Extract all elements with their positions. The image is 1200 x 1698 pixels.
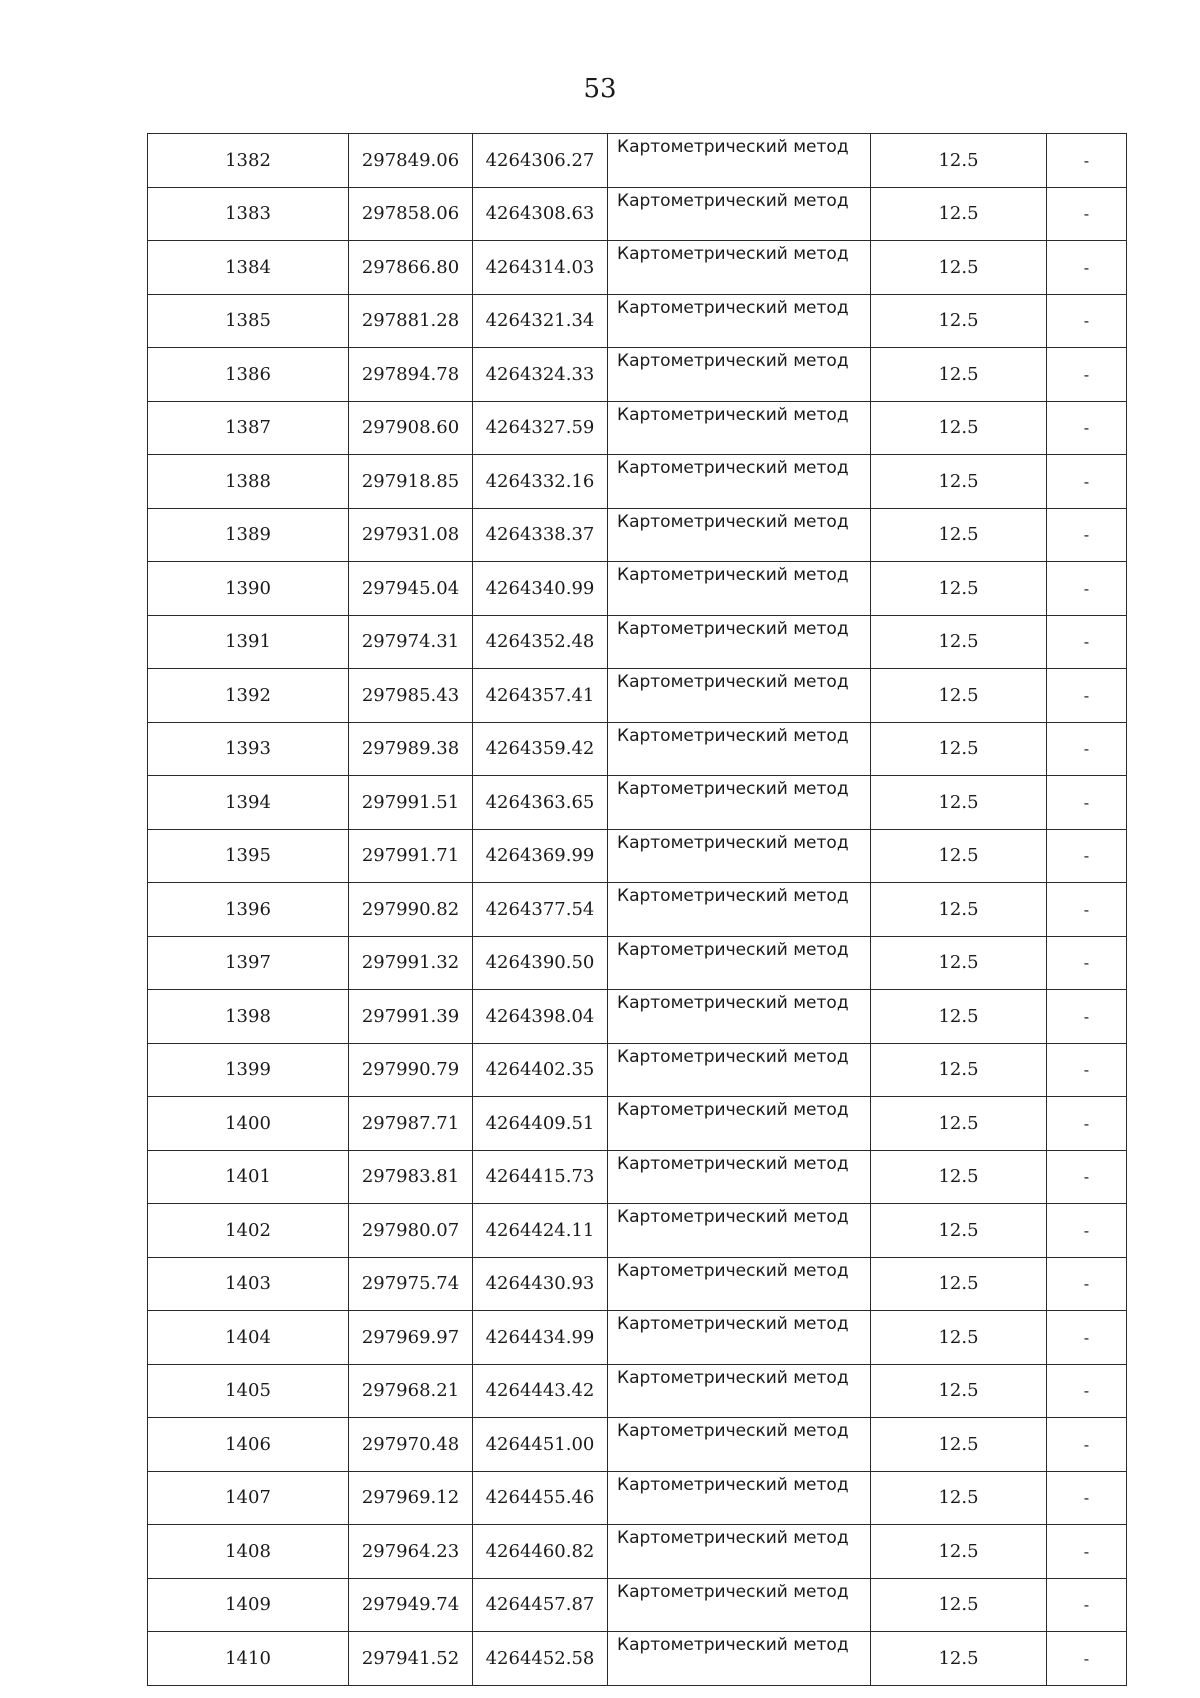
- method-cell: Картометрический метод: [608, 776, 871, 830]
- method-cell: Картометрический метод: [608, 722, 871, 776]
- accuracy-cell: 12.5: [871, 1632, 1047, 1686]
- y-coordinate-cell: 4264455.46: [473, 1471, 608, 1525]
- point-number-cell: 1384: [148, 241, 349, 295]
- table-row: [148, 134, 1127, 188]
- y-coordinate-cell: 4264402.35: [473, 1043, 608, 1097]
- method-cell: Картометрический метод: [608, 401, 871, 455]
- table-row: [148, 348, 1127, 402]
- note-cell: -: [1047, 1364, 1127, 1418]
- y-coordinate-cell: 4264363.65: [473, 776, 608, 830]
- x-coordinate-cell: 297881.28: [349, 294, 473, 348]
- method-cell: Картометрический метод: [608, 1150, 871, 1204]
- point-number-cell: 1394: [148, 776, 349, 830]
- note-cell: -: [1047, 776, 1127, 830]
- accuracy-cell: 12.5: [871, 1150, 1047, 1204]
- table-row: [148, 187, 1127, 241]
- y-coordinate-cell: 4264443.42: [473, 1364, 608, 1418]
- method-cell: Картометрический метод: [608, 936, 871, 990]
- y-coordinate-cell: 4264398.04: [473, 990, 608, 1044]
- table-row: [148, 1578, 1127, 1632]
- method-cell: Картометрический метод: [608, 1418, 871, 1472]
- table-row: [148, 1204, 1127, 1258]
- accuracy-cell: 12.5: [871, 455, 1047, 509]
- point-number-cell: 1405: [148, 1364, 349, 1418]
- table-row: [148, 722, 1127, 776]
- note-cell: -: [1047, 562, 1127, 616]
- x-coordinate-cell: 297969.12: [349, 1471, 473, 1525]
- note-cell: -: [1047, 455, 1127, 509]
- y-coordinate-cell: 4264321.34: [473, 294, 608, 348]
- y-coordinate-cell: 4264308.63: [473, 187, 608, 241]
- x-coordinate-cell: 297908.60: [349, 401, 473, 455]
- x-coordinate-cell: 297983.81: [349, 1150, 473, 1204]
- point-number-cell: 1398: [148, 990, 349, 1044]
- table-row: [148, 1471, 1127, 1525]
- point-number-cell: 1391: [148, 615, 349, 669]
- accuracy-cell: 12.5: [871, 1311, 1047, 1365]
- table-row: [148, 936, 1127, 990]
- accuracy-cell: 12.5: [871, 1097, 1047, 1151]
- note-cell: -: [1047, 1311, 1127, 1365]
- point-number-cell: 1387: [148, 401, 349, 455]
- table-row: [148, 562, 1127, 616]
- table-row: [148, 508, 1127, 562]
- point-number-cell: 1404: [148, 1311, 349, 1365]
- table-row: [148, 1257, 1127, 1311]
- point-number-cell: 1406: [148, 1418, 349, 1472]
- method-cell: Картометрический метод: [608, 241, 871, 295]
- point-number-cell: 1389: [148, 508, 349, 562]
- table-row: [148, 829, 1127, 883]
- point-number-cell: 1382: [148, 134, 349, 188]
- table-row: [148, 883, 1127, 937]
- x-coordinate-cell: 297918.85: [349, 455, 473, 509]
- method-cell: Картометрический метод: [608, 829, 871, 883]
- accuracy-cell: 12.5: [871, 348, 1047, 402]
- x-coordinate-cell: 297849.06: [349, 134, 473, 188]
- x-coordinate-cell: 297866.80: [349, 241, 473, 295]
- method-cell: Картометрический метод: [608, 1525, 871, 1579]
- note-cell: -: [1047, 401, 1127, 455]
- method-cell: Картометрический метод: [608, 669, 871, 723]
- note-cell: -: [1047, 990, 1127, 1044]
- accuracy-cell: 12.5: [871, 829, 1047, 883]
- y-coordinate-cell: 4264338.37: [473, 508, 608, 562]
- x-coordinate-cell: 297990.82: [349, 883, 473, 937]
- note-cell: -: [1047, 1418, 1127, 1472]
- method-cell: Картометрический метод: [608, 1311, 871, 1365]
- table-row: [148, 455, 1127, 509]
- y-coordinate-cell: 4264306.27: [473, 134, 608, 188]
- y-coordinate-cell: 4264430.93: [473, 1257, 608, 1311]
- y-coordinate-cell: 4264409.51: [473, 1097, 608, 1151]
- note-cell: -: [1047, 883, 1127, 937]
- method-cell: Картометрический метод: [608, 1257, 871, 1311]
- method-cell: Картометрический метод: [608, 1097, 871, 1151]
- x-coordinate-cell: 297941.52: [349, 1632, 473, 1686]
- y-coordinate-cell: 4264377.54: [473, 883, 608, 937]
- y-coordinate-cell: 4264332.16: [473, 455, 608, 509]
- y-coordinate-cell: 4264359.42: [473, 722, 608, 776]
- table-row: [148, 1364, 1127, 1418]
- note-cell: -: [1047, 1525, 1127, 1579]
- x-coordinate-cell: 297991.51: [349, 776, 473, 830]
- method-cell: Картометрический метод: [608, 562, 871, 616]
- note-cell: -: [1047, 187, 1127, 241]
- table-row: [148, 294, 1127, 348]
- accuracy-cell: 12.5: [871, 722, 1047, 776]
- point-number-cell: 1388: [148, 455, 349, 509]
- point-number-cell: 1400: [148, 1097, 349, 1151]
- method-cell: Картометрический метод: [608, 134, 871, 188]
- note-cell: -: [1047, 1578, 1127, 1632]
- accuracy-cell: 12.5: [871, 134, 1047, 188]
- accuracy-cell: 12.5: [871, 776, 1047, 830]
- accuracy-cell: 12.5: [871, 990, 1047, 1044]
- accuracy-cell: 12.5: [871, 1578, 1047, 1632]
- note-cell: -: [1047, 294, 1127, 348]
- table-row: [148, 401, 1127, 455]
- accuracy-cell: 12.5: [871, 615, 1047, 669]
- note-cell: -: [1047, 241, 1127, 295]
- table-row: [148, 1311, 1127, 1365]
- table-row: [148, 615, 1127, 669]
- x-coordinate-cell: 297989.38: [349, 722, 473, 776]
- y-coordinate-cell: 4264357.41: [473, 669, 608, 723]
- method-cell: Картометрический метод: [608, 1204, 871, 1258]
- x-coordinate-cell: 297931.08: [349, 508, 473, 562]
- x-coordinate-cell: 297974.31: [349, 615, 473, 669]
- x-coordinate-cell: 297975.74: [349, 1257, 473, 1311]
- accuracy-cell: 12.5: [871, 508, 1047, 562]
- point-number-cell: 1401: [148, 1150, 349, 1204]
- note-cell: -: [1047, 348, 1127, 402]
- y-coordinate-cell: 4264457.87: [473, 1578, 608, 1632]
- point-number-cell: 1392: [148, 669, 349, 723]
- note-cell: -: [1047, 936, 1127, 990]
- method-cell: Картометрический метод: [608, 1471, 871, 1525]
- accuracy-cell: 12.5: [871, 1364, 1047, 1418]
- y-coordinate-cell: 4264451.00: [473, 1418, 608, 1472]
- point-number-cell: 1407: [148, 1471, 349, 1525]
- note-cell: -: [1047, 1257, 1127, 1311]
- method-cell: Картометрический метод: [608, 187, 871, 241]
- method-cell: Картометрический метод: [608, 1043, 871, 1097]
- x-coordinate-cell: 297968.21: [349, 1364, 473, 1418]
- y-coordinate-cell: 4264415.73: [473, 1150, 608, 1204]
- x-coordinate-cell: 297980.07: [349, 1204, 473, 1258]
- note-cell: -: [1047, 722, 1127, 776]
- table-row: [148, 776, 1127, 830]
- accuracy-cell: 12.5: [871, 883, 1047, 937]
- page-number: 53: [583, 74, 617, 104]
- method-cell: Картометрический метод: [608, 1632, 871, 1686]
- x-coordinate-cell: 297894.78: [349, 348, 473, 402]
- y-coordinate-cell: 4264434.99: [473, 1311, 608, 1365]
- note-cell: -: [1047, 1471, 1127, 1525]
- note-cell: -: [1047, 615, 1127, 669]
- point-number-cell: 1385: [148, 294, 349, 348]
- x-coordinate-cell: 297991.39: [349, 990, 473, 1044]
- accuracy-cell: 12.5: [871, 1471, 1047, 1525]
- note-cell: -: [1047, 1097, 1127, 1151]
- accuracy-cell: 12.5: [871, 1204, 1047, 1258]
- point-number-cell: 1410: [148, 1632, 349, 1686]
- x-coordinate-cell: 297985.43: [349, 669, 473, 723]
- point-number-cell: 1390: [148, 562, 349, 616]
- table-row: [148, 1097, 1127, 1151]
- accuracy-cell: 12.5: [871, 241, 1047, 295]
- method-cell: Картометрический метод: [608, 883, 871, 937]
- x-coordinate-cell: 297964.23: [349, 1525, 473, 1579]
- note-cell: -: [1047, 134, 1127, 188]
- note-cell: -: [1047, 1632, 1127, 1686]
- accuracy-cell: 12.5: [871, 669, 1047, 723]
- accuracy-cell: 12.5: [871, 1043, 1047, 1097]
- x-coordinate-cell: 297858.06: [349, 187, 473, 241]
- method-cell: Картометрический метод: [608, 1578, 871, 1632]
- accuracy-cell: 12.5: [871, 1257, 1047, 1311]
- point-number-cell: 1396: [148, 883, 349, 937]
- accuracy-cell: 12.5: [871, 187, 1047, 241]
- y-coordinate-cell: 4264390.50: [473, 936, 608, 990]
- y-coordinate-cell: 4264327.59: [473, 401, 608, 455]
- accuracy-cell: 12.5: [871, 562, 1047, 616]
- table-row: [148, 241, 1127, 295]
- method-cell: Картометрический метод: [608, 1364, 871, 1418]
- note-cell: -: [1047, 1043, 1127, 1097]
- x-coordinate-cell: 297970.48: [349, 1418, 473, 1472]
- x-coordinate-cell: 297945.04: [349, 562, 473, 616]
- y-coordinate-cell: 4264314.03: [473, 241, 608, 295]
- point-number-cell: 1409: [148, 1578, 349, 1632]
- point-number-cell: 1399: [148, 1043, 349, 1097]
- method-cell: Картометрический метод: [608, 615, 871, 669]
- table-row: [148, 1150, 1127, 1204]
- table-row: [148, 1632, 1127, 1686]
- note-cell: -: [1047, 1150, 1127, 1204]
- point-number-cell: 1408: [148, 1525, 349, 1579]
- y-coordinate-cell: 4264324.33: [473, 348, 608, 402]
- point-number-cell: 1403: [148, 1257, 349, 1311]
- point-number-cell: 1383: [148, 187, 349, 241]
- y-coordinate-cell: 4264340.99: [473, 562, 608, 616]
- table-row: [148, 1418, 1127, 1472]
- y-coordinate-cell: 4264369.99: [473, 829, 608, 883]
- table-row: [148, 1043, 1127, 1097]
- point-number-cell: 1402: [148, 1204, 349, 1258]
- method-cell: Картометрический метод: [608, 455, 871, 509]
- x-coordinate-cell: 297987.71: [349, 1097, 473, 1151]
- method-cell: Картометрический метод: [608, 990, 871, 1044]
- accuracy-cell: 12.5: [871, 294, 1047, 348]
- point-number-cell: 1393: [148, 722, 349, 776]
- point-number-cell: 1395: [148, 829, 349, 883]
- note-cell: -: [1047, 669, 1127, 723]
- method-cell: Картометрический метод: [608, 294, 871, 348]
- accuracy-cell: 12.5: [871, 1418, 1047, 1472]
- table-row: [148, 990, 1127, 1044]
- method-cell: Картометрический метод: [608, 348, 871, 402]
- accuracy-cell: 12.5: [871, 401, 1047, 455]
- x-coordinate-cell: 297991.71: [349, 829, 473, 883]
- accuracy-cell: 12.5: [871, 936, 1047, 990]
- method-cell: Картометрический метод: [608, 508, 871, 562]
- point-number-cell: 1397: [148, 936, 349, 990]
- x-coordinate-cell: 297990.79: [349, 1043, 473, 1097]
- x-coordinate-cell: 297969.97: [349, 1311, 473, 1365]
- y-coordinate-cell: 4264452.58: [473, 1632, 608, 1686]
- coordinates-table: [147, 133, 1127, 1686]
- table-row: [148, 669, 1127, 723]
- x-coordinate-cell: 297949.74: [349, 1578, 473, 1632]
- note-cell: -: [1047, 508, 1127, 562]
- table-row: [148, 1525, 1127, 1579]
- table-body: [148, 134, 1127, 1686]
- accuracy-cell: 12.5: [871, 1525, 1047, 1579]
- point-number-cell: 1386: [148, 348, 349, 402]
- y-coordinate-cell: 4264424.11: [473, 1204, 608, 1258]
- note-cell: -: [1047, 1204, 1127, 1258]
- x-coordinate-cell: 297991.32: [349, 936, 473, 990]
- note-cell: -: [1047, 829, 1127, 883]
- y-coordinate-cell: 4264460.82: [473, 1525, 608, 1579]
- y-coordinate-cell: 4264352.48: [473, 615, 608, 669]
